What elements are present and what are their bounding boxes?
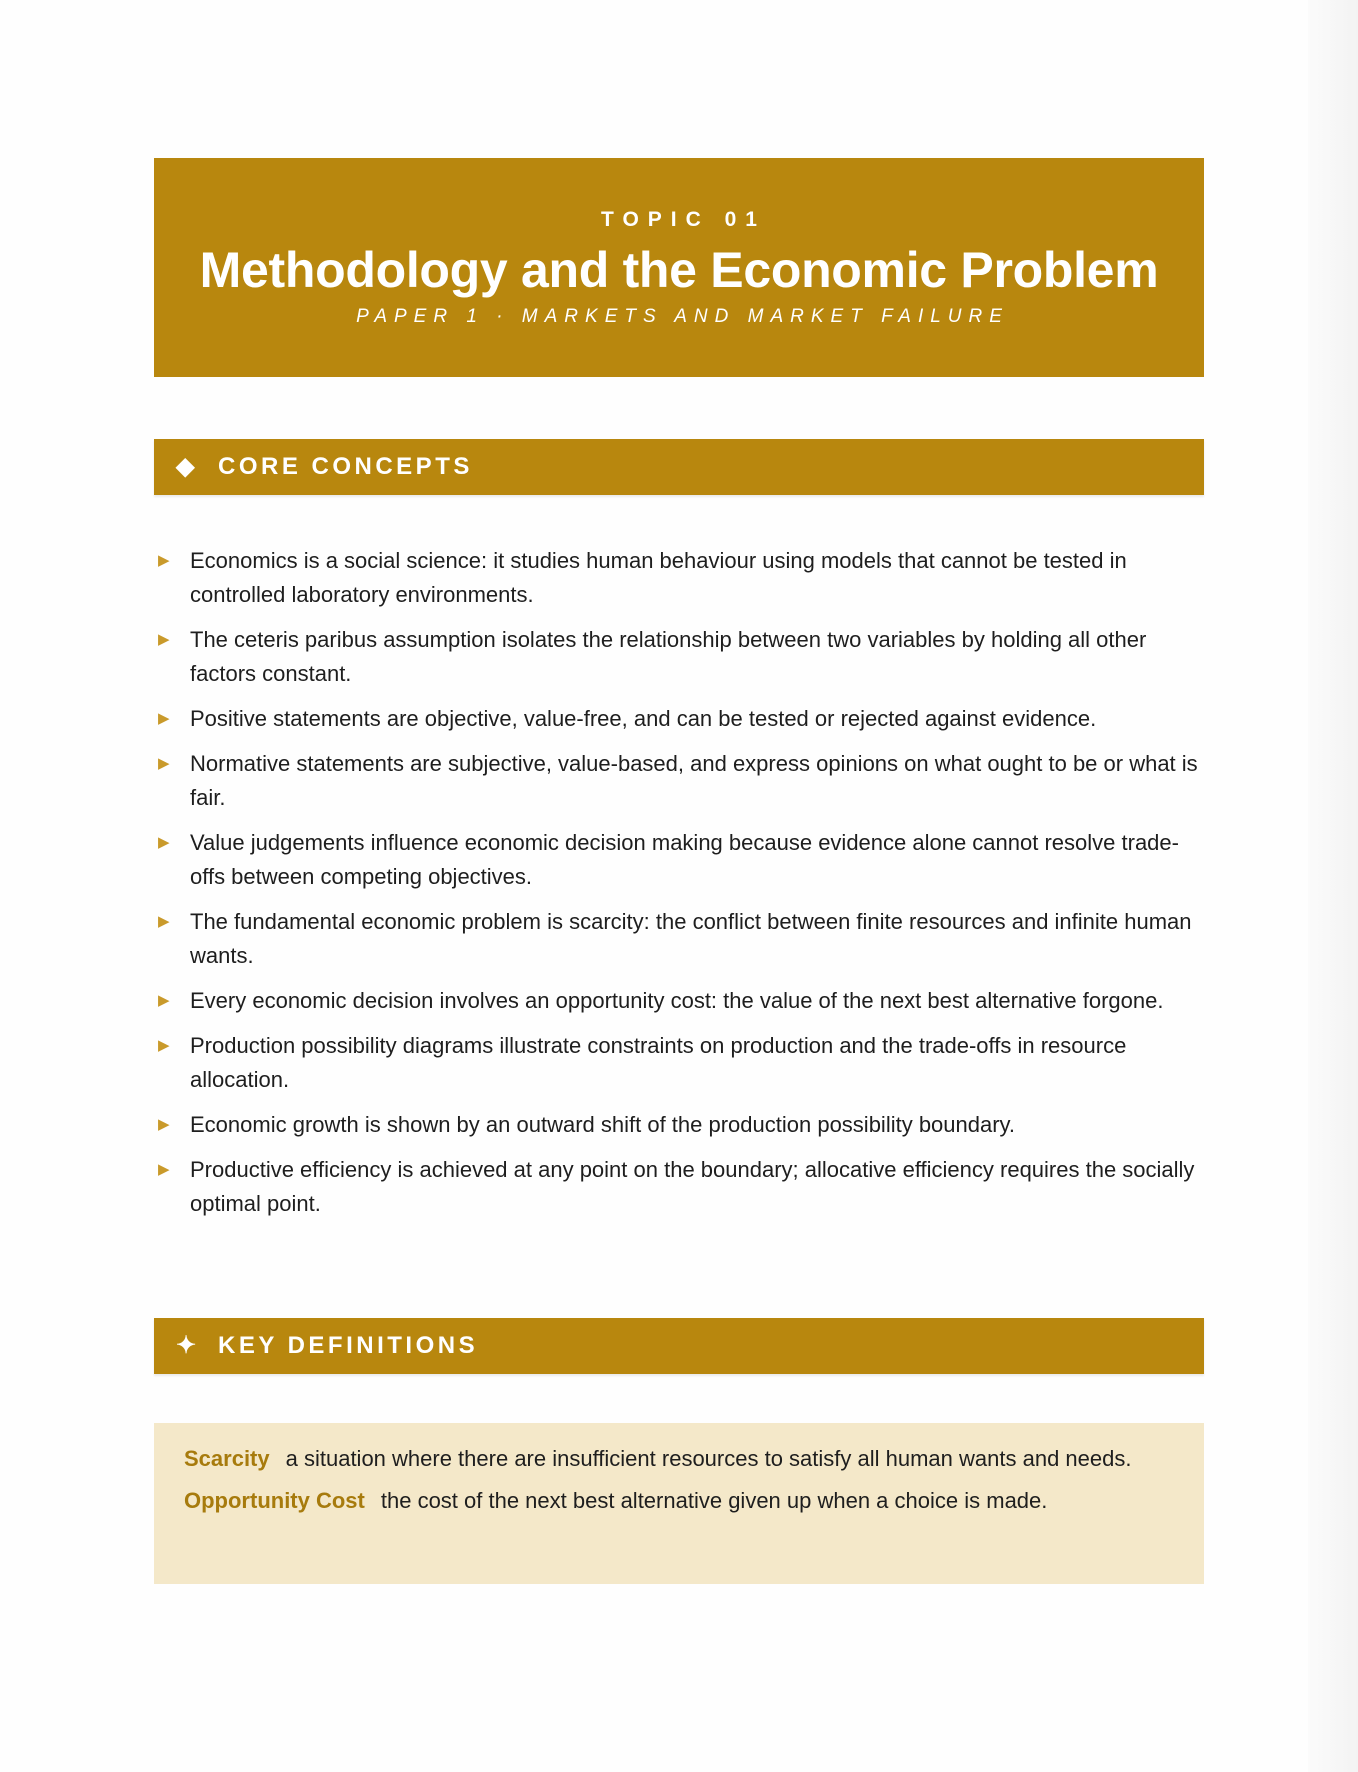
triangle-bullet-icon: ▶ (158, 1161, 170, 1178)
triangle-bullet-icon: ▶ (158, 913, 170, 930)
list-item (154, 544, 1204, 612)
triangle-bullet-icon: ▶ (158, 1116, 170, 1133)
definition-text: a situation where there are insufficient resources to satisfy all human wants and needs. (285, 1446, 1132, 1471)
list-item (154, 1108, 1204, 1142)
definition-text: the cost of the next best alternative given up when a choice is made. (380, 1488, 1048, 1513)
list-item (154, 826, 1204, 894)
diamond-icon: ◆ (176, 453, 195, 480)
triangle-bullet-icon: ▶ (158, 1037, 170, 1054)
triangle-bullet-icon: ▶ (158, 631, 170, 648)
sparkle-icon: ✦ (176, 1332, 197, 1359)
list-item (154, 702, 1204, 736)
topic-number: TOPIC 01 (601, 208, 766, 231)
concept-text: Economic growth is shown by an outward shift of the production possibility boundary. (190, 1112, 1016, 1137)
concept-text: Positive statements are objective, value-free, and can be tested or rejected against evidence. (190, 706, 1097, 731)
paper-subtitle: PAPER 1 · MARKETS AND MARKET FAILURE (356, 306, 1009, 327)
section-heading: KEY DEFINITIONS (218, 1332, 479, 1359)
list-item (154, 1153, 1204, 1221)
page-title: Methodology and the Economic Problem (199, 242, 1159, 298)
definitions-box (154, 1423, 1204, 1584)
core-concepts-list (154, 544, 1204, 1232)
key-definitions-header (154, 1318, 1204, 1374)
triangle-bullet-icon: ▶ (158, 710, 170, 727)
list-item (154, 1029, 1204, 1097)
list-item (154, 905, 1204, 973)
page-edge-shadow (1308, 0, 1358, 1772)
concept-text: Economics is a social science: it studies human behaviour using models that cannot be tested in controlled laboratory environments. (190, 548, 1127, 607)
definition-term: Scarcity (184, 1446, 270, 1471)
concept-text: Production possibility diagrams illustrate constraints on production and the trade-offs in resource allocation. (190, 1033, 1127, 1092)
core-concepts-header (154, 439, 1204, 495)
definition-item (184, 1443, 1174, 1475)
concept-text: The ceteris paribus assumption isolates the relationship between two variables by holding all other factors constant. (190, 627, 1147, 686)
concept-text: Normative statements are subjective, value-based, and express opinions on what ought to be or what is fair. (190, 751, 1198, 810)
concept-text: The fundamental economic problem is scarcity: the conflict between finite resources and infinite human wants. (190, 909, 1192, 968)
topic-banner (154, 158, 1204, 377)
list-item (154, 747, 1204, 815)
triangle-bullet-icon: ▶ (158, 834, 170, 851)
concept-text: Value judgements influence economic decision making because evidence alone cannot resolve trade-offs between competing objectives. (190, 830, 1179, 889)
list-item (154, 984, 1204, 1018)
triangle-bullet-icon: ▶ (158, 755, 170, 772)
definition-term: Opportunity Cost (184, 1488, 365, 1513)
concept-text: Every economic decision involves an opportunity cost: the value of the next best alternative forgone. (190, 988, 1164, 1013)
definition-item (184, 1485, 1174, 1517)
list-item (154, 623, 1204, 691)
triangle-bullet-icon: ▶ (158, 552, 170, 569)
concept-text: Productive efficiency is achieved at any point on the boundary; allocative efficiency requires the socially optimal point. (190, 1157, 1195, 1216)
section-heading: CORE CONCEPTS (218, 453, 473, 480)
triangle-bullet-icon: ▶ (158, 992, 170, 1009)
